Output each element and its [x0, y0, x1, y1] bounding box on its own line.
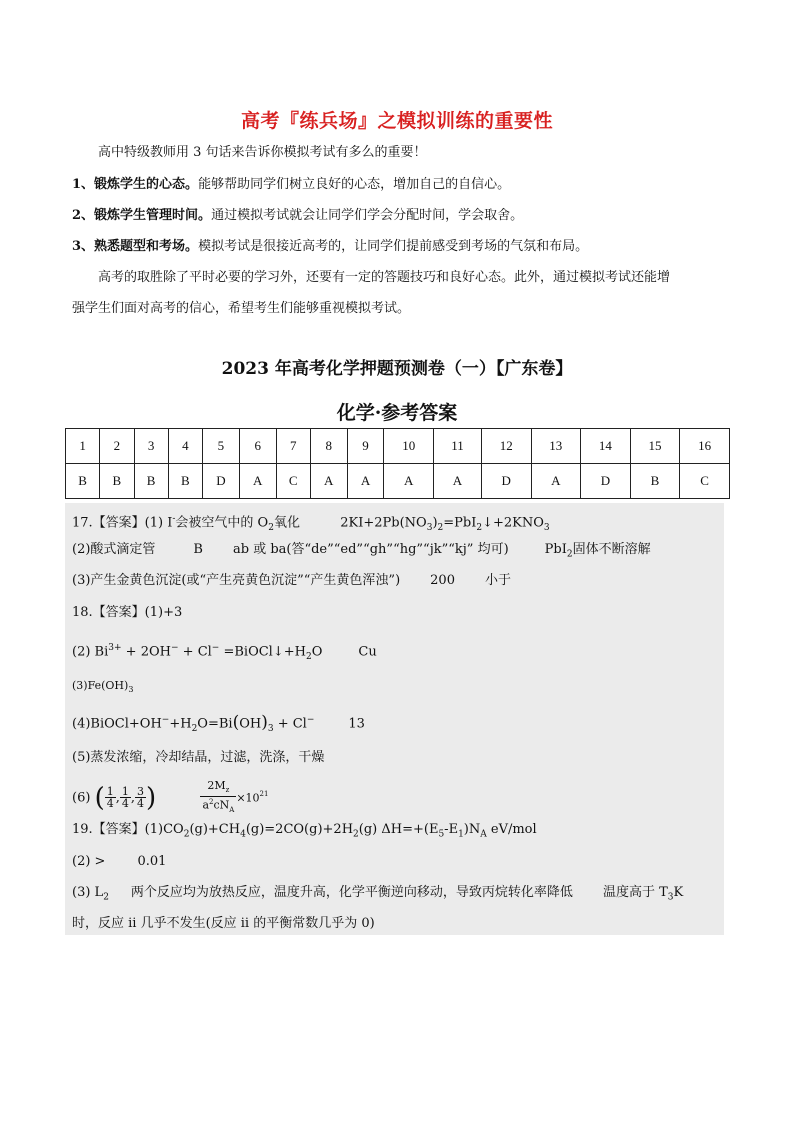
- promo-point-1: [72, 176, 510, 194]
- q19-equation: )N: [463, 822, 481, 837]
- q18-equation: + Cl: [178, 644, 212, 660]
- numerator: 1: [121, 785, 129, 799]
- promo-paragraph-line-1: 高考的取胜除了平时必要的学习外，还要有一定的答题技巧和良好心态。此外，通过模拟考试还能增: [98, 270, 671, 285]
- q18-equation: O: [311, 644, 323, 660]
- question-number: 8: [310, 429, 347, 464]
- q17-equation: =PbI: [443, 515, 477, 531]
- q18-text: 13: [348, 716, 365, 732]
- answer-cell: A: [434, 464, 482, 499]
- q19-equation: (g)+CH: [189, 822, 241, 837]
- q18-text: (3)Fe(OH): [72, 679, 129, 692]
- point-head: 锻炼学生管理时间。: [94, 208, 212, 223]
- answer-table: [65, 428, 730, 499]
- q18-equation: =BiOCl↓+H: [219, 644, 306, 660]
- question-number: 7: [276, 429, 310, 464]
- q18-text: Cu: [358, 644, 377, 660]
- q18-line-3: $(3)Fe(OH)_3$: [72, 679, 134, 695]
- point-num: 2、: [72, 208, 95, 223]
- fraction: [105, 786, 116, 809]
- question-number: 13: [531, 429, 581, 464]
- answer-cell: B: [66, 464, 100, 499]
- question-number: 14: [581, 429, 631, 464]
- open-paren: (: [94, 782, 105, 813]
- question-number: 4: [168, 429, 202, 464]
- q19-line-1: 19.【答案】$(1)CO_2(g)+CH_4(g)=2CO(g)+2H_2(g)$ $\Delta H=+(E_5-E_1)N_A$ eV/mol: [72, 822, 537, 840]
- question-number: 2: [100, 429, 134, 464]
- q18-equation: O=Bi: [197, 716, 233, 732]
- denominator-text: a: [202, 798, 209, 812]
- q17-text: PbI: [544, 542, 567, 557]
- q17-text: 固体不断溶解: [572, 542, 651, 557]
- numerator-text: 2M: [207, 778, 226, 792]
- q18-line-1: 18.【答案】(1)+3: [72, 605, 183, 620]
- q17-text: (3)产生金黄色沉淀(或“产生亮黄色沉淀”“产生黄色浑浊”): [72, 573, 401, 588]
- q19-line-4: 时，反应 ⅱ 几乎不发生(反应 ⅱ 的平衡常数几乎为 0): [72, 916, 375, 931]
- point-text: 模拟考试是很接近高考的，让同学们提前感受到考场的气氛和布局。: [198, 239, 589, 254]
- q19-equation: eV/mol: [486, 822, 537, 837]
- q18-text: (6): [72, 790, 91, 806]
- q17-text: ab 或 ba(答“de”“ed”“gh”“hg”“jk”“kj” 均可): [232, 542, 509, 557]
- q19-line-3: (3) $L_2$ 两个反应均为放热反应，温度升高，化学平衡逆向移动，导致丙烷转化率降低 温度高于 $T_3K$: [72, 885, 684, 903]
- point-text: 通过模拟考试就会让同学们学会分配时间，学会取舍。: [211, 208, 524, 223]
- q18-line-5: (5)蒸发浓缩，冷却结晶，过滤，洗涤，干燥: [72, 750, 325, 765]
- question-number: 1: [66, 429, 100, 464]
- numerator: 3: [137, 785, 144, 799]
- q19-text: K: [673, 885, 684, 900]
- question-number: 15: [630, 429, 680, 464]
- answer-cell: D: [481, 464, 531, 499]
- q19-text: (2) >: [72, 854, 106, 869]
- q19-text: (3) L: [72, 885, 104, 900]
- q18-equation: OH: [239, 716, 262, 732]
- point-num: 1、: [72, 177, 95, 192]
- q18-line-6: (6) ( $\frac{1}{4}$ , $\frac{1}{4}$ , $\frac{3}{4}$ ) $\frac{2M_z}{a^2cN_A}$ $\times 10^{21}$: [72, 778, 269, 814]
- answer-cell: A: [384, 464, 434, 499]
- question-number-row: [66, 429, 730, 464]
- answer-cell: B: [100, 464, 134, 499]
- answer-cell: B: [134, 464, 168, 499]
- q19-line-2: [72, 853, 166, 871]
- denominator: 4: [137, 797, 144, 811]
- point-text: 能够帮助同学们树立良好的心态，增加自己的自信心。: [198, 177, 511, 192]
- q19-equation: -E: [444, 822, 459, 837]
- close-paren: ): [146, 782, 157, 813]
- q19-text: 0.01: [137, 854, 167, 869]
- fraction: [120, 786, 131, 809]
- q17-text: 会被空气中的 O: [175, 515, 269, 531]
- q19-text: 温度高于 T: [602, 885, 668, 900]
- question-number: 16: [680, 429, 730, 464]
- q17-text: 17.【答案】(1) I: [72, 515, 173, 531]
- q18-equation: +H: [169, 716, 192, 732]
- q17-text: 小于: [484, 573, 511, 588]
- promo-title: 高考『练兵场』之模拟训练的重要性: [240, 110, 553, 132]
- q17-text: (2)酸式滴定管: [72, 542, 156, 557]
- numerator: $2M_z$: [200, 780, 236, 797]
- denominator: 4: [106, 797, 114, 811]
- q17-line-1: 17.【答案】(1) I-会被空气中的 $O_2$氧化 $2KI+2Pb(NO_3)_2=PbI_2↓+2KNO_3$: [72, 514, 550, 533]
- point-num: 3、: [72, 239, 95, 254]
- promo-point-2: [72, 207, 523, 225]
- numerator: 1: [106, 785, 114, 799]
- q17-equation: 2KI+2Pb(NO: [340, 515, 427, 531]
- question-number: 5: [203, 429, 240, 464]
- answer-cell: A: [239, 464, 276, 499]
- question-number: 10: [384, 429, 434, 464]
- answer-cell: C: [276, 464, 310, 499]
- answer-cell: D: [203, 464, 240, 499]
- q18-equation: (2) Bi: [72, 644, 109, 660]
- answer-cell: C: [680, 464, 730, 499]
- q17-text: B: [193, 542, 203, 557]
- promo-point-3: [72, 238, 588, 256]
- q19-text: 两个反应均为放热反应，温度升高，化学平衡逆向移动，导致丙烷转化率降低: [130, 885, 573, 900]
- q18-line-4: $(4)BiOCl+OH^-+H_2O=Bi(OH)_3 + Cl^-$ 13: [72, 712, 365, 734]
- q17-equation: ↓+2KNO: [482, 515, 544, 531]
- denominator: $a^2cN_A$: [202, 798, 235, 814]
- q18-equation: (4)BiOCl+OH: [72, 716, 162, 732]
- q17-line-2: (2)酸式滴定管 B ab 或 ba(答“de”“ed”“gh”“hg”“jk”“kj” 均可) PbI$_2$固体不断溶解: [72, 542, 651, 560]
- q18-equation: + Cl: [273, 716, 307, 732]
- answer-cell: A: [347, 464, 384, 499]
- q19-equation: (g) ΔH=+(E: [358, 822, 439, 837]
- question-number: 12: [481, 429, 531, 464]
- denominator: 4: [121, 797, 129, 811]
- question-number: 6: [239, 429, 276, 464]
- q17-text: 200: [430, 573, 455, 588]
- answer-cell: B: [168, 464, 202, 499]
- exam-title: 2023 年高考化学押题预测卷（一）【广东卷】: [221, 359, 573, 379]
- question-number: 3: [134, 429, 168, 464]
- q17-text: 氧化: [273, 515, 300, 531]
- promo-paragraph-line-2: 强学生们面对高考的信心，希望考生们能够重视模拟考试。: [72, 301, 411, 316]
- fraction: [135, 786, 146, 809]
- q18-line-2: (2) $Bi^{3+} + 2OH^- + Cl^-$ $=BiOCl↓+H_2O$ Cu: [72, 643, 377, 662]
- q18-exponent: ×10: [236, 791, 260, 805]
- answer-cell: A: [531, 464, 581, 499]
- answer-cell: A: [310, 464, 347, 499]
- answer-row: [66, 464, 730, 499]
- point-head: 熟悉题型和考场。: [94, 239, 199, 254]
- q17-line-3: [72, 572, 511, 590]
- q19-equation: 19.【答案】(1)CO: [72, 822, 184, 837]
- question-number: 9: [347, 429, 384, 464]
- q18-equation: + 2OH: [121, 644, 171, 660]
- promo-lead: 高中特级教师用 3 句话来告诉你模拟考试有多么的重要！: [98, 145, 427, 160]
- point-head: 锻炼学生的心态。: [94, 177, 199, 192]
- fraction: [200, 780, 236, 816]
- answer-cell: B: [630, 464, 680, 499]
- denominator-text: cN: [213, 798, 230, 812]
- answer-key-title: 化学·参考答案: [336, 402, 458, 424]
- answer-cell: D: [581, 464, 631, 499]
- question-number: 11: [434, 429, 482, 464]
- q19-equation: (g)=2CO(g)+2H: [245, 822, 354, 837]
